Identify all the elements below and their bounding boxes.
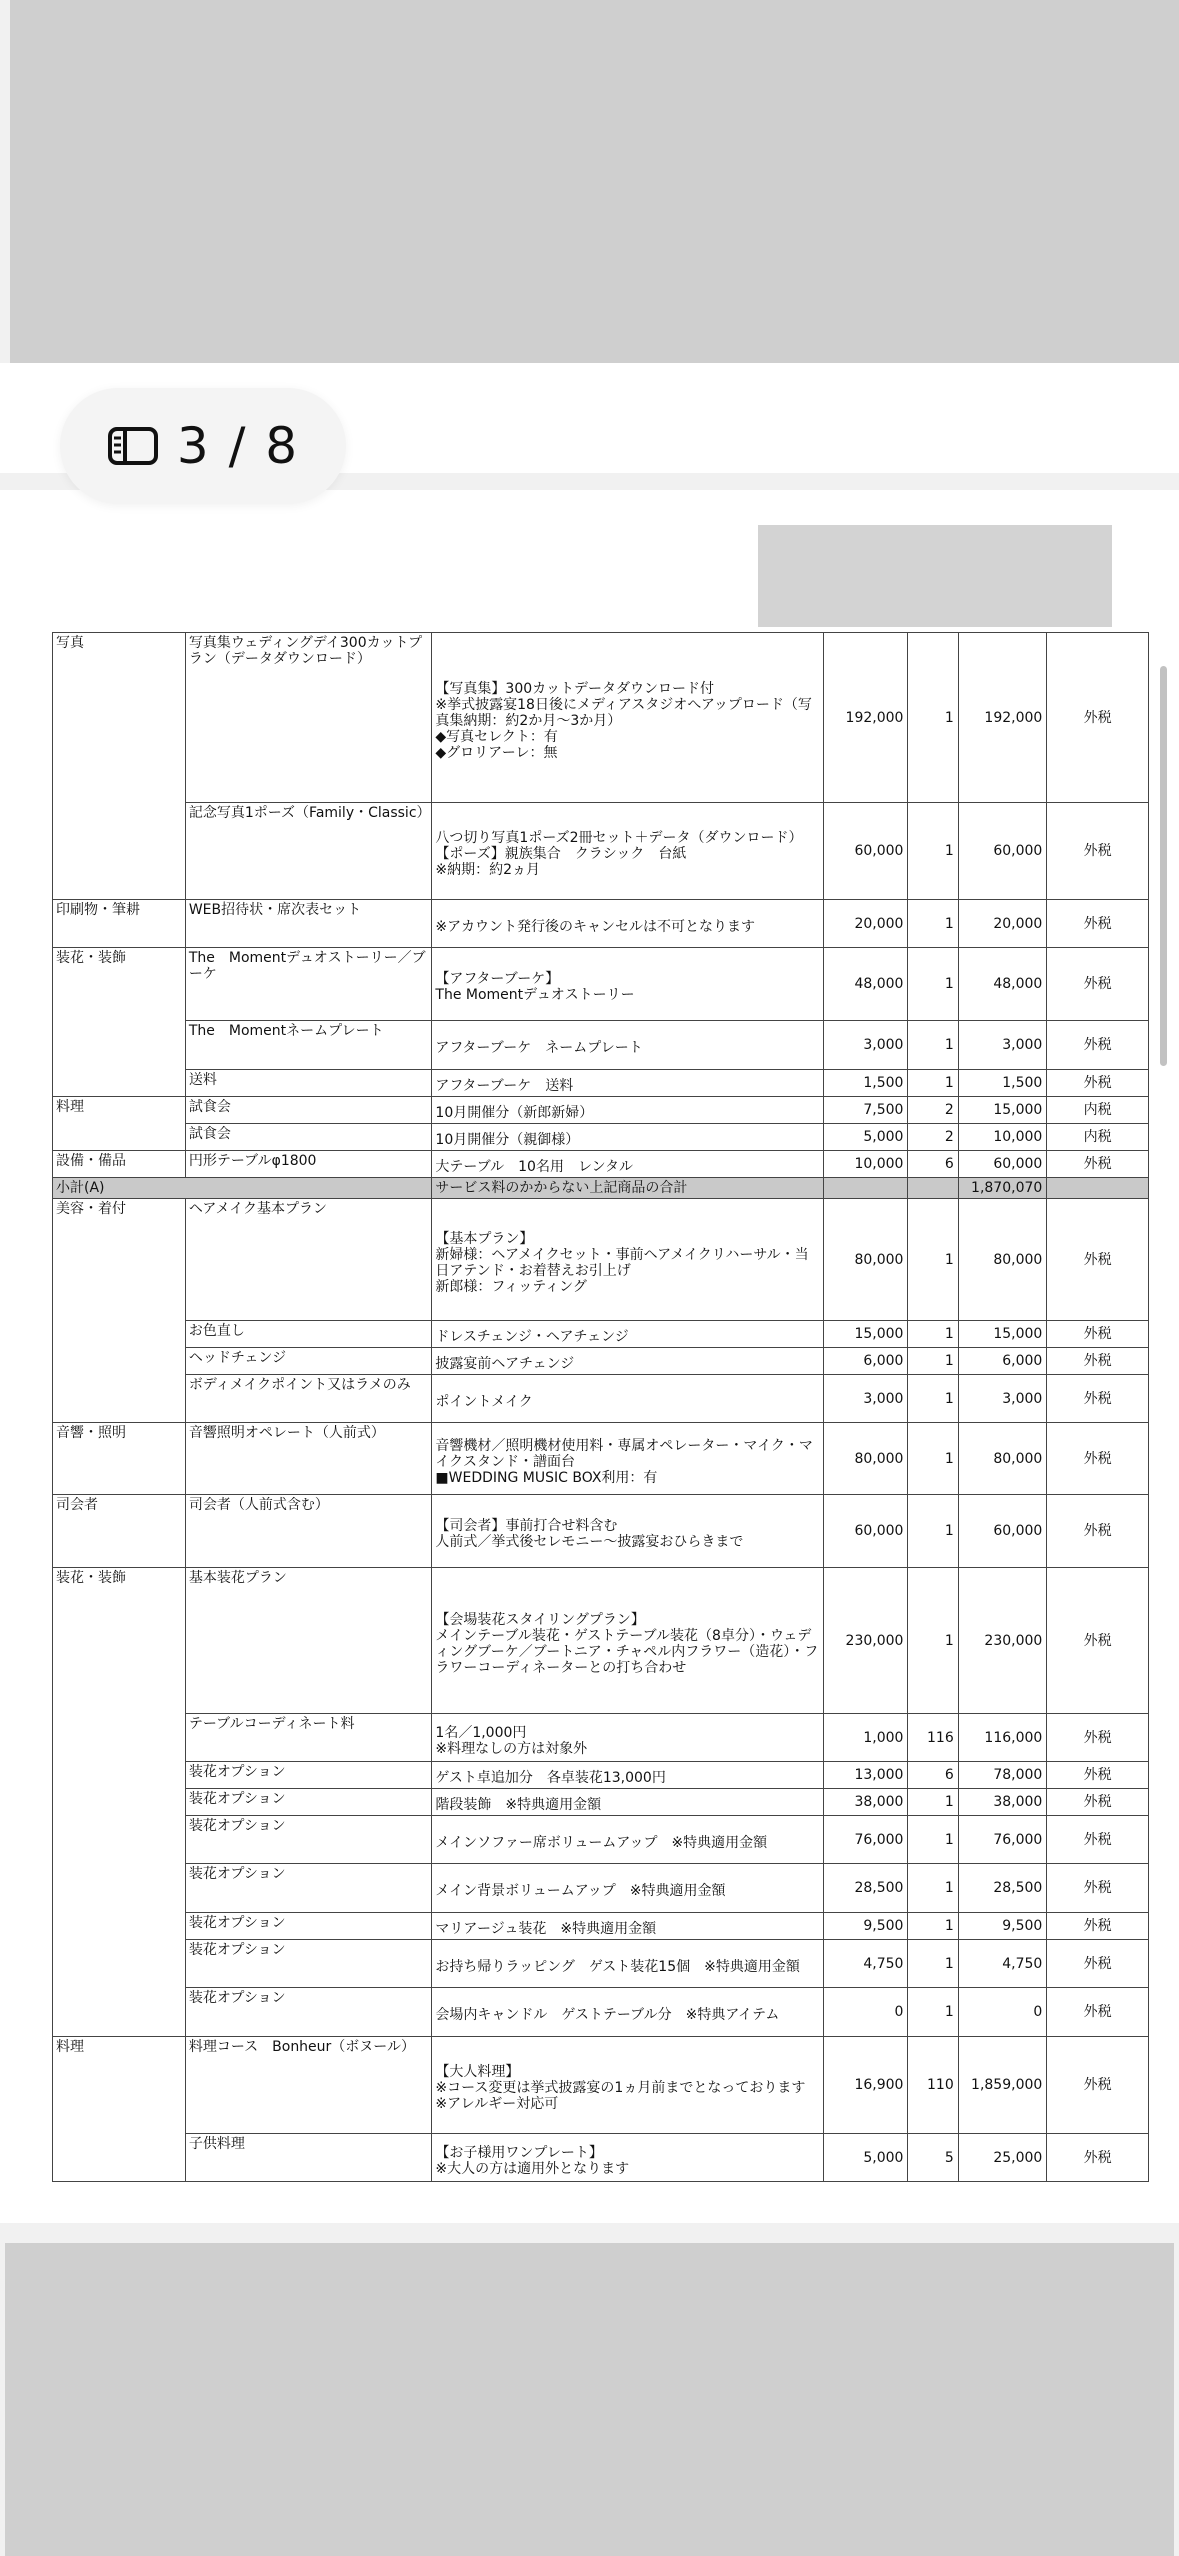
description-cell: ※アカウント発行後のキャンセルは不可となります [432,900,824,948]
price-cell: 3,000 [823,1375,908,1423]
description-cell: メインソファー席ボリュームアップ ※特典適用金額 [432,1816,824,1864]
tax-cell: 外税 [1047,1762,1149,1789]
category-cell: 設備・備品 [53,1151,186,1178]
category-cell: 印刷物・筆耕 [53,900,186,948]
price-cell: 16,900 [823,2037,908,2134]
item-cell: 装花オプション [185,1988,432,2037]
description-cell: お持ち帰りラッピング ゲスト装花15個 ※特典適用金額 [432,1940,824,1988]
amount-cell: 76,000 [958,1816,1047,1864]
amount-cell: 9,500 [958,1913,1047,1940]
table-row [53,1913,1149,1940]
price-cell: 5,000 [823,1124,908,1151]
description-cell: 【アフターブーケ】 The Momentデュオストーリー [432,948,824,1021]
qty-cell: 1 [908,1913,958,1940]
description-cell: ゲスト卓追加分 各卓装花13,000円 [432,1762,824,1789]
item-cell: テーブルコーディネート料 [185,1714,432,1762]
table-row [53,633,1149,803]
amount-cell: 192,000 [958,633,1047,803]
item-cell: 装花オプション [185,1864,432,1913]
qty-cell: 1 [908,1988,958,2037]
description-cell: 【司会者】事前打合せ料含む 人前式／挙式後セレモニー〜披露宴おひらきまで [432,1495,824,1568]
tax-cell: 外税 [1047,1495,1149,1568]
item-cell: 子供料理 [185,2134,432,2182]
item-cell: 装花オプション [185,1940,432,1988]
price-cell: 0 [823,1988,908,2037]
item-cell: 送料 [185,1070,432,1097]
price-cell: 9,500 [823,1913,908,1940]
tax-cell: 外税 [1047,1199,1149,1321]
qty-cell: 1 [908,1423,958,1495]
table-row [53,900,1149,948]
category-cell: 小計(A) [53,1178,432,1199]
price-cell: 48,000 [823,948,908,1021]
qty-cell: 1 [908,1568,958,1714]
amount-cell: 3,000 [958,1375,1047,1423]
tax-cell: 外税 [1047,1375,1149,1423]
price-cell: 7,500 [823,1097,908,1124]
tax-cell: 外税 [1047,1021,1149,1070]
category-cell: 料理 [53,1097,186,1151]
qty-cell: 1 [908,1375,958,1423]
category-cell: 装花・装飾 [53,1568,186,2037]
item-cell: お色直し [185,1321,432,1348]
amount-cell: 10,000 [958,1124,1047,1151]
price-cell: 28,500 [823,1864,908,1913]
amount-cell: 80,000 [958,1423,1047,1495]
tax-cell: 外税 [1047,1568,1149,1714]
amount-cell: 60,000 [958,1151,1047,1178]
description-cell: 【基本プラン】 新婦様：ヘアメイクセット・事前ヘアメイクリハーサル・当日アテンド・お着替えお引上げ 新郎様：フィッティング [432,1199,824,1321]
tax-cell: 外税 [1047,1864,1149,1913]
description-cell: アフターブーケ ネームプレート [432,1021,824,1070]
subtotal-row [53,1178,1149,1199]
description-cell: ポイントメイク [432,1375,824,1423]
amount-cell: 78,000 [958,1762,1047,1789]
table-row [53,1714,1149,1762]
item-cell: 司会者（人前式含む） [185,1495,432,1568]
description-cell: 【大人料理】 ※コース変更は挙式披露宴の1ヵ月前までとなっております ※アレルギー対応可 [432,2037,824,2134]
price-cell: 76,000 [823,1816,908,1864]
table-row [53,1097,1149,1124]
qty-cell: 1 [908,1816,958,1864]
item-cell: 記念写真1ポーズ（Family・Classic） [185,803,432,900]
table-row [53,1375,1149,1423]
page-number-label: 3 / 8 [176,417,300,475]
item-cell: 基本装花プラン [185,1568,432,1714]
tax-cell [1047,1178,1149,1199]
category-cell: 料理 [53,2037,186,2182]
description-cell: 八つ切り写真1ポーズ2冊セット＋データ（ダウンロード） 【ポーズ】親族集合 クラシック 台紙 ※納期：約2ヵ月 [432,803,824,900]
qty-cell: 1 [908,1070,958,1097]
category-cell: 音響・照明 [53,1423,186,1495]
qty-cell: 1 [908,803,958,900]
tax-cell: 外税 [1047,1151,1149,1178]
tax-cell: 外税 [1047,900,1149,948]
tax-cell: 外税 [1047,1940,1149,1988]
price-cell: 192,000 [823,633,908,803]
qty-cell: 1 [908,1864,958,1913]
tax-cell: 外税 [1047,1348,1149,1375]
price-cell: 5,000 [823,2134,908,2182]
tax-cell: 外税 [1047,1789,1149,1816]
price-cell: 20,000 [823,900,908,948]
quote-table [52,632,1149,2182]
table-row [53,1124,1149,1151]
previous-page-redacted [10,0,1179,363]
description-cell: マリアージュ装花 ※特典適用金額 [432,1913,824,1940]
tax-cell: 外税 [1047,803,1149,900]
scrollbar[interactable] [1160,666,1167,1066]
table-row [53,2134,1149,2182]
table-row [53,1568,1149,1714]
qty-cell: 1 [908,1348,958,1375]
tax-cell: 外税 [1047,1816,1149,1864]
description-cell: 披露宴前ヘアチェンジ [432,1348,824,1375]
table-row [53,948,1149,1021]
item-cell: ヘアメイク基本プラン [185,1199,432,1321]
price-cell: 13,000 [823,1762,908,1789]
description-cell: 音響機材／照明機材使用料・専属オペレーター・マイク・マイクスタンド・譜面台 ■WEDDING MUSIC BOX利用：有 [432,1423,824,1495]
table-row [53,1070,1149,1097]
item-cell: The Momentネームプレート [185,1021,432,1070]
price-cell: 1,500 [823,1070,908,1097]
amount-cell: 25,000 [958,2134,1047,2182]
price-cell: 80,000 [823,1199,908,1321]
description-cell: 【お子様用ワンプレート】 ※大人の方は適用外となります [432,2134,824,2182]
table-row [53,1199,1149,1321]
item-cell: 円形テーブルφ1800 [185,1151,432,1178]
item-cell: 装花オプション [185,1762,432,1789]
item-cell: 料理コース Bonheur（ボヌール） [185,2037,432,2134]
next-page-redacted [5,2243,1174,2556]
qty-cell: 1 [908,1495,958,1568]
amount-cell: 80,000 [958,1199,1047,1321]
amount-cell: 3,000 [958,1021,1047,1070]
tax-cell: 外税 [1047,1988,1149,2037]
price-cell: 10,000 [823,1151,908,1178]
table-row [53,1151,1149,1178]
table-row [53,1021,1149,1070]
description-cell: 10月開催分（新郎新婦） [432,1097,824,1124]
qty-cell: 110 [908,2037,958,2134]
item-cell: 試食会 [185,1097,432,1124]
tax-cell: 外税 [1047,1913,1149,1940]
item-cell: WEB招待状・席次表セット [185,900,432,948]
redacted-box [758,525,1112,627]
table-row [53,1348,1149,1375]
qty-cell: 1 [908,1789,958,1816]
tax-cell: 内税 [1047,1097,1149,1124]
tax-cell: 外税 [1047,2134,1149,2182]
price-cell: 3,000 [823,1021,908,1070]
qty-cell: 1 [908,1321,958,1348]
qty-cell: 1 [908,1021,958,1070]
tax-cell: 内税 [1047,1124,1149,1151]
table-row [53,1789,1149,1816]
category-cell: 写真 [53,633,186,900]
amount-cell: 15,000 [958,1321,1047,1348]
document-page [0,490,1179,2223]
tax-cell: 外税 [1047,1714,1149,1762]
amount-cell: 28,500 [958,1864,1047,1913]
item-cell: The Momentデュオストーリー／ブーケ [185,948,432,1021]
tax-cell: 外税 [1047,1423,1149,1495]
price-cell: 60,000 [823,1495,908,1568]
page-indicator[interactable] [60,388,346,504]
description-cell: サービス料のかからない上記商品の合計 [432,1178,824,1199]
qty-cell: 1 [908,1940,958,1988]
item-cell: 装花オプション [185,1913,432,1940]
amount-cell: 60,000 [958,1495,1047,1568]
amount-cell: 20,000 [958,900,1047,948]
table-row [53,2037,1149,2134]
amount-cell: 38,000 [958,1789,1047,1816]
amount-cell: 48,000 [958,948,1047,1021]
description-cell: 10月開催分（親御様） [432,1124,824,1151]
tax-cell: 外税 [1047,948,1149,1021]
price-cell: 80,000 [823,1423,908,1495]
category-cell: 装花・装飾 [53,948,186,1097]
price-cell: 230,000 [823,1568,908,1714]
sidebar-panel-icon [107,426,159,466]
description-cell: 1名／1,000円 ※料理なしの方は対象外 [432,1714,824,1762]
price-cell: 4,750 [823,1940,908,1988]
price-cell: 1,000 [823,1714,908,1762]
table-row [53,1321,1149,1348]
amount-cell: 15,000 [958,1097,1047,1124]
table-row [53,1940,1149,1988]
table-row [53,1495,1149,1568]
item-cell: ヘッドチェンジ [185,1348,432,1375]
description-cell: アフターブーケ 送料 [432,1070,824,1097]
category-cell: 美容・着付 [53,1199,186,1423]
amount-cell: 1,859,000 [958,2037,1047,2134]
price-cell: 6,000 [823,1348,908,1375]
item-cell: 装花オプション [185,1816,432,1864]
amount-cell: 4,750 [958,1940,1047,1988]
description-cell: メイン背景ボリュームアップ ※特典適用金額 [432,1864,824,1913]
qty-cell: 6 [908,1151,958,1178]
table-row [53,1762,1149,1789]
tax-cell: 外税 [1047,1321,1149,1348]
amount-cell: 6,000 [958,1348,1047,1375]
amount-cell: 1,870,070 [958,1178,1047,1199]
qty-cell: 1 [908,633,958,803]
description-cell: 【会場装花スタイリングプラン】 メインテーブル装花・ゲストテーブル装花（8卓分）・ウェディングブーケ／ブートニア・チャペル内フラワー（造花）・フラワーコーディネーターとの打ち合わせ [432,1568,824,1714]
table-row [53,803,1149,900]
description-cell: 大テーブル 10名用 レンタル [432,1151,824,1178]
qty-cell: 1 [908,948,958,1021]
tax-cell: 外税 [1047,2037,1149,2134]
tax-cell: 外税 [1047,633,1149,803]
price-cell [823,1178,908,1199]
table-row [53,1816,1149,1864]
item-cell: 音響照明オペレート（人前式） [185,1423,432,1495]
qty-cell: 6 [908,1762,958,1789]
qty-cell: 1 [908,1199,958,1321]
qty-cell: 116 [908,1714,958,1762]
price-cell: 60,000 [823,803,908,900]
table-row [53,1988,1149,2037]
price-cell: 15,000 [823,1321,908,1348]
amount-cell: 1,500 [958,1070,1047,1097]
qty-cell: 2 [908,1124,958,1151]
item-cell: 試食会 [185,1124,432,1151]
amount-cell: 230,000 [958,1568,1047,1714]
description-cell: 階段装飾 ※特典適用金額 [432,1789,824,1816]
amount-cell: 116,000 [958,1714,1047,1762]
description-cell: 会場内キャンドル ゲストテーブル分 ※特典アイテム [432,1988,824,2037]
qty-cell: 5 [908,2134,958,2182]
amount-cell: 0 [958,1988,1047,2037]
item-cell: ボディメイクポイント又はラメのみ [185,1375,432,1423]
item-cell: 写真集ウェディングデイ300カットプラン（データダウンロード） [185,633,432,803]
tax-cell: 外税 [1047,1070,1149,1097]
amount-cell: 60,000 [958,803,1047,900]
table-row [53,1423,1149,1495]
price-cell: 38,000 [823,1789,908,1816]
qty-cell [908,1178,958,1199]
category-cell: 司会者 [53,1495,186,1568]
item-cell: 装花オプション [185,1789,432,1816]
qty-cell: 2 [908,1097,958,1124]
table-row [53,1864,1149,1913]
description-cell: 【写真集】300カットデータダウンロード付 ※挙式披露宴18日後にメディアスタジオへアップロード（写真集納期：約2か月〜3か月） ◆写真セレクト：有 ◆グロリアーレ：無 [432,633,824,803]
description-cell: ドレスチェンジ・ヘアチェンジ [432,1321,824,1348]
qty-cell: 1 [908,900,958,948]
